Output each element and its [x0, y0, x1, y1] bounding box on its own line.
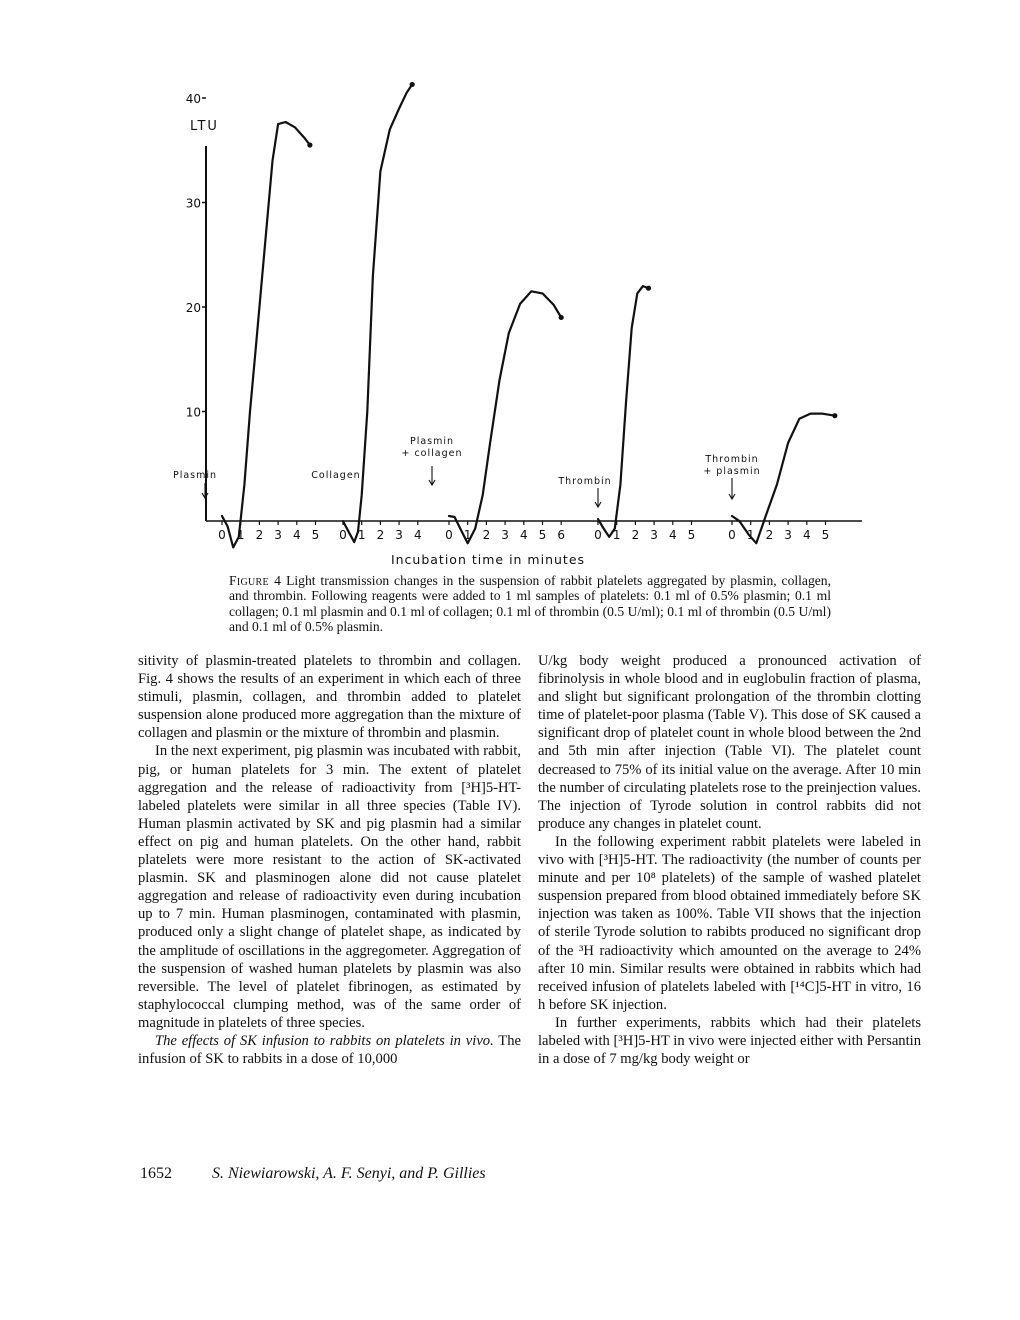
x-tick-label: 0 — [218, 528, 226, 542]
x-tick-label: 0 — [445, 528, 453, 542]
x-tick-label: 4 — [802, 528, 811, 542]
x-axis-label: Incubation time in minutes — [390, 552, 586, 567]
x-tick-label: 4 — [413, 528, 422, 542]
series-line-3 — [449, 291, 561, 543]
x-tick-label: 3 — [395, 528, 403, 542]
x-tick-label: 0 — [594, 528, 602, 542]
x-tick-label: 3 — [274, 528, 282, 542]
x-tick-label: 0 — [728, 528, 736, 542]
x-tick-label: 1 — [612, 528, 621, 542]
x-tick-label: 3 — [650, 528, 658, 542]
y-tick-label: 20 — [185, 301, 201, 315]
series-end-marker — [559, 315, 564, 320]
annotation-label: + collagen — [401, 448, 463, 459]
figure-4 — [150, 92, 880, 580]
series-line-4 — [598, 286, 649, 537]
right-paragraph-2: In the following experiment rabbit platelets were labeled in vivo with [³H]5-HT. The radioactivity (the number of counts per minute and per 10⁸ platelets) of the sample of washed platelet suspension prepared from blood obtained immediately before SK injection was taken as 100%. Table VII shows that the injection of sterile Tyrode solution to rabibts produced no significant drop of the ³H radioactivity which amounted on the average to 24% after 10 min. Similar results were obtained in rabbits which had received infusion of platelets labeled with [¹⁴C]5-HT in vitro, 16 h before SK injection. — [538, 833, 921, 1013]
x-tick-label: 2 — [376, 528, 385, 542]
x-tick-label: 4 — [292, 528, 301, 542]
left-text-column — [138, 652, 521, 1068]
series-end-marker — [307, 142, 312, 147]
y-axis-label: LTU — [190, 119, 219, 134]
annotation-label: Collagen — [311, 470, 361, 481]
x-tick-label: 1 — [463, 528, 472, 542]
x-tick-label: 6 — [557, 528, 566, 542]
annotation-label: Plasmin — [172, 470, 218, 481]
figure-caption — [229, 573, 831, 635]
chart-annotations — [173, 436, 761, 507]
x-tick-label: 2 — [631, 528, 640, 542]
annotation-label: Plasmin — [409, 436, 455, 447]
x-tick-label: 1 — [357, 528, 366, 542]
series-end-marker — [832, 413, 837, 418]
figure-caption-text: Light transmission changes in the suspension of rabbit platelets aggregated by plasmin, collagen, and thrombin. Following reagents were added to 1 ml samples of platelets: 0.1 ml of 0.5% plasmin; 0.1 ml collagen; 0.1 ml plasmin and 0.1 ml of collagen; 0.1 ml of thrombin (0.5 U/ml); 0.1 ml of thrombin (0.5 U/ml) and 0.1 ml of 0.5% plasmin. — [229, 573, 831, 635]
x-tick-label: 3 — [784, 528, 792, 542]
right-text-column — [538, 652, 921, 1068]
section-run-in-heading: The effects of SK infusion to rabbits on platelets in vivo. — [155, 1032, 494, 1049]
page-number: 1652 — [140, 1165, 172, 1182]
left-paragraph-3-text: The infusion of SK to rabbits in a dose of 10,000 — [138, 1032, 521, 1068]
x-tick-label: 5 — [687, 528, 696, 542]
x-tick-label: 2 — [765, 528, 774, 542]
page-footer — [140, 1165, 640, 1183]
annotation-label: Thrombin — [705, 454, 759, 465]
series-line-1 — [222, 122, 310, 547]
right-paragraph-1: U/kg body weight produced a pronounced activation of fibrinolysis in whole blood and in euglobulin fraction of plasma, and slight but significant prolongation of the thrombin clotting time of platelet-poor plasma (Table V). This dose of SK caused a significant drop of platelet count in whole blood between the 2nd and 5th min after injection (Table VI). The platelet count decreased to 75% of its initial value on the average. After 10 min the number of circulating platelets rose to the preinjection values. The injection of Tyrode solution in control rabbits did not produce any changes in platelet count. — [538, 653, 921, 832]
x-tick-label: 5 — [821, 528, 830, 542]
series-end-marker — [646, 286, 651, 291]
x-tick-label: 5 — [538, 528, 547, 542]
aggregation-chart — [150, 92, 880, 580]
x-tick-label: 0 — [339, 528, 347, 542]
y-tick-label: 40 — [185, 92, 201, 106]
annotation-label: + plasmin — [703, 466, 761, 477]
x-tick-label: 2 — [482, 528, 491, 542]
running-authors: S. Niewiarowski, A. F. Senyi, and P. Gillies — [212, 1165, 486, 1182]
figure-caption-label: Figure 4 — [229, 573, 282, 588]
chart-axes — [186, 92, 862, 567]
x-tick-label: 4 — [519, 528, 528, 542]
series-line-5 — [732, 414, 835, 544]
y-tick-label: 30 — [185, 196, 201, 211]
x-tick-label: 4 — [668, 528, 677, 542]
x-tick-label: 1 — [236, 528, 245, 542]
y-tick-label: 10 — [185, 405, 201, 420]
right-paragraph-3: In further experiments, rabbits which had their platelets labeled with [³H]5-HT in vivo were injected either with Persantin in a dose of 7 mg/kg body weight or — [538, 1014, 921, 1068]
x-tick-label: 2 — [255, 528, 264, 542]
x-tick-label: 1 — [746, 528, 755, 542]
annotation-label: Thrombin — [558, 476, 612, 487]
series-end-marker — [410, 82, 415, 87]
x-tick-label: 5 — [311, 528, 320, 542]
left-paragraph-2: In the next experiment, pig plasmin was incubated with rabbit, pig, or human platelets for 3 min. The extent of platelet aggregation and the release of radioactivity from [³H]5-HT-labeled platelets were similar in all three species (Table IV). Human plasmin activated by SK and pig plasmin had a similar effect on pig and human platelets. On the other hand, rabbit platelets were more resistant to the action of SK-activated plasmin. SK and plasminogen alone did not cause platelet aggregation and release of radioactivity even during incubation up to 7 min. Human plasminogen, contaminated with plasmin, produced only a slight change of platelet shape, as indicated by the amplitude of oscillations in the aggregometer. Aggregation of the suspension of washed human platelets by plasmin was also reversible. The level of platelet fibrinogen, as estimated by staphylococcal clumping method, was of the same order of magnitude in platelets of three species. — [138, 743, 521, 1031]
left-paragraph-1: sitivity of plasmin-treated platelets to thrombin and collagen. Fig. 4 shows the results of an experiment in which each of three stimuli, plasmin, collagen, and thrombin added to platelet suspension alone produced more aggregation than the mixture of collagen and plasmin or the mixture of thrombin and plasmin. — [138, 653, 521, 742]
x-tick-label: 3 — [501, 528, 509, 542]
left-paragraph-3 — [138, 1032, 521, 1068]
